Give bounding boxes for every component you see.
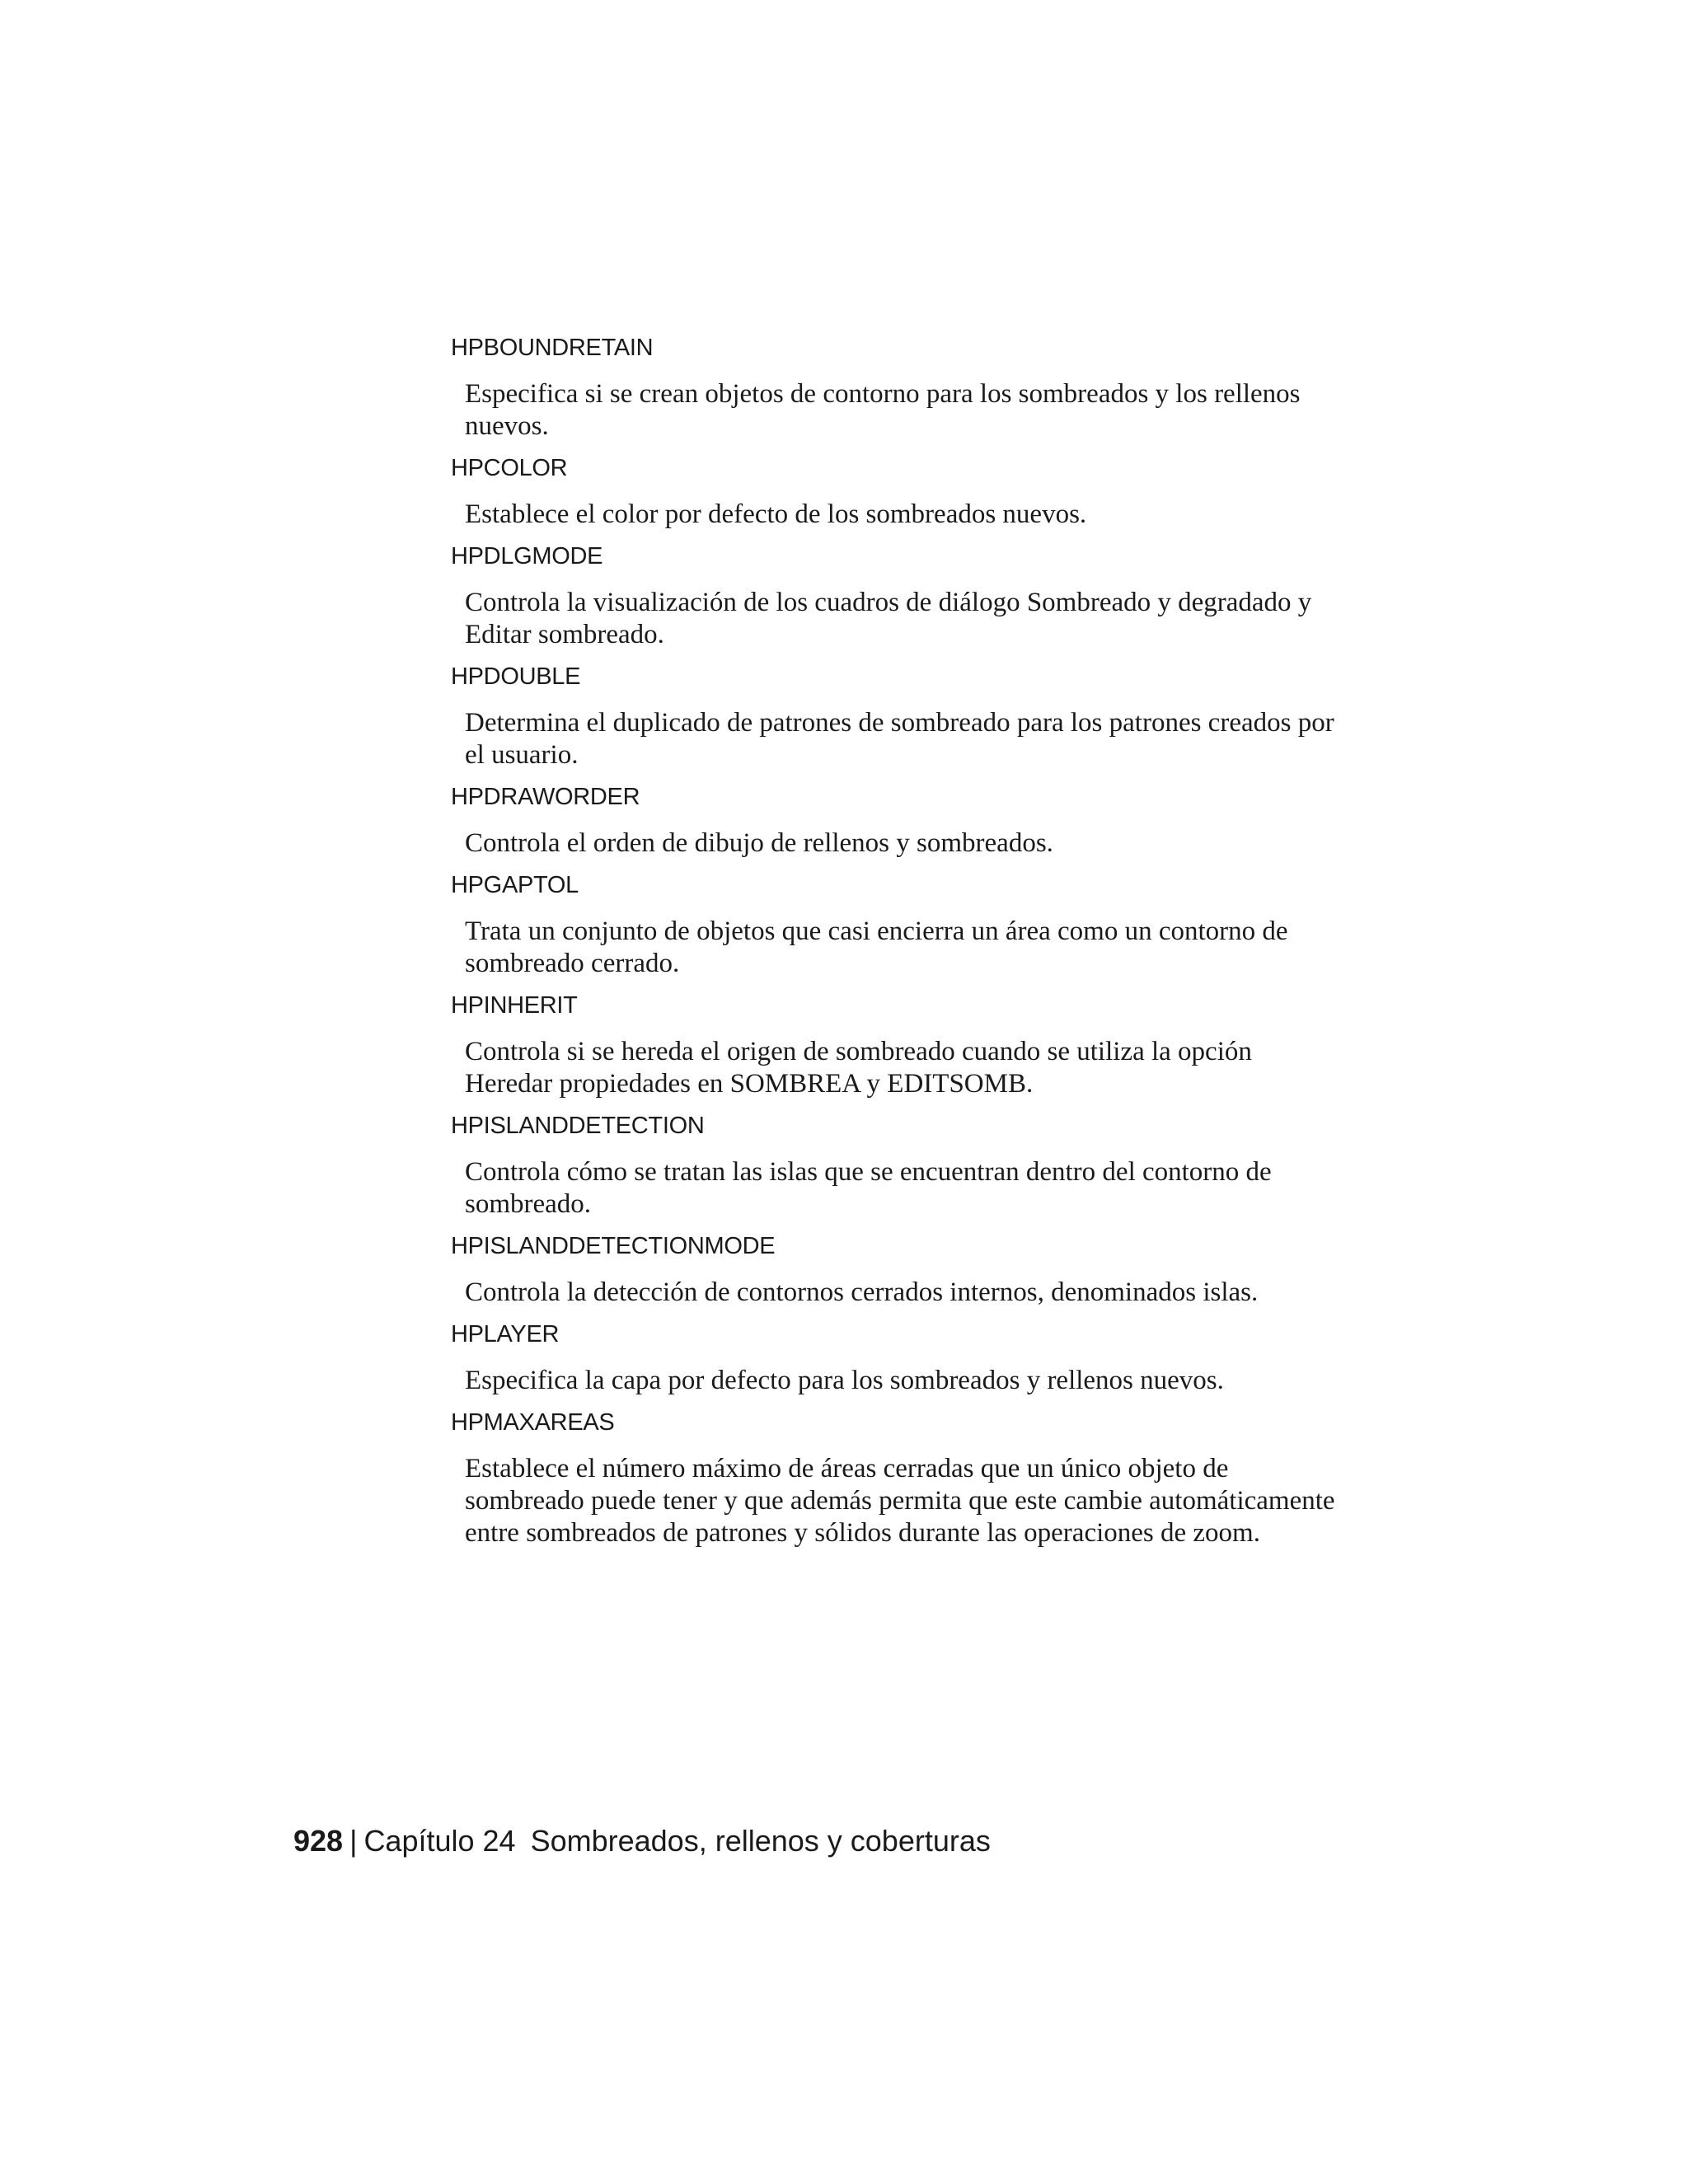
entry-hpislanddetection — [451, 1112, 1341, 1221]
entry-hpdlgmode — [451, 542, 1341, 651]
entry-hpislanddetectionmode — [451, 1232, 1341, 1309]
term: HPBOUNDRETAIN — [451, 335, 654, 361]
description: Controla cómo se tratan las islas que se encuentran dentro del contorno de sombreado. — [465, 1157, 1272, 1219]
entry-hpgaptol — [451, 871, 1341, 980]
term: HPGAPTOL — [451, 872, 579, 898]
entry-hpboundretain — [451, 334, 1341, 443]
description: Establece el color por defecto de los sombreados nuevos. — [465, 499, 1087, 529]
entry-hpdouble — [451, 663, 1341, 771]
description: Controla la visualización de los cuadros de diálogo Sombreado y degradado y Editar sombreado. — [465, 588, 1312, 649]
footer-separator: | — [349, 1824, 358, 1858]
entry-hpdraworder — [451, 783, 1341, 860]
entry-hpmaxareas — [451, 1408, 1341, 1549]
term: HPDRAWORDER — [451, 784, 640, 810]
description: Establece el número máximo de áreas cerradas que un único objeto de sombreado puede tener y que además permita que este cambie automáticamente entre sombreados de patrones y sólidos durante las operaciones de zoom. — [465, 1454, 1335, 1548]
description: Especifica si se crean objetos de contorno para los sombreados y los rellenos nuevos. — [465, 379, 1301, 441]
description: Controla la detección de contornos cerrados internos, denominados islas. — [465, 1277, 1259, 1307]
variable-list — [451, 334, 1341, 1561]
term: HPDOUBLE — [451, 663, 581, 690]
term: HPMAXAREAS — [451, 1409, 615, 1436]
chapter-title: Sombreados, rellenos y coberturas — [530, 1824, 991, 1858]
term: HPINHERIT — [451, 992, 578, 1019]
description: Trata un conjunto de objetos que casi encierra un área como un contorno de sombreado cerrado. — [465, 916, 1288, 978]
term: HPDLGMODE — [451, 543, 603, 569]
description: Controla el orden de dibujo de rellenos y sombreados. — [465, 828, 1053, 858]
entry-hplayer — [451, 1320, 1341, 1397]
term: HPISLANDDETECTIONMODE — [451, 1233, 776, 1259]
page-footer — [293, 1823, 991, 1859]
term: HPCOLOR — [451, 455, 568, 481]
description: Especifica la capa por defecto para los sombreados y rellenos nuevos. — [465, 1366, 1224, 1395]
entry-hpcolor — [451, 454, 1341, 531]
entry-hpinherit — [451, 991, 1341, 1100]
term: HPLAYER — [451, 1321, 560, 1347]
term: HPISLANDDETECTION — [451, 1113, 705, 1139]
chapter-label: Capítulo 24 — [363, 1824, 516, 1858]
page-number: 928 — [293, 1824, 344, 1858]
description: Controla si se hereda el origen de sombreado cuando se utiliza la opción Heredar propiedades en SOMBREA y EDITSOMB. — [465, 1037, 1252, 1099]
description: Determina el duplicado de patrones de sombreado para los patrones creados por el usuario. — [465, 708, 1334, 770]
